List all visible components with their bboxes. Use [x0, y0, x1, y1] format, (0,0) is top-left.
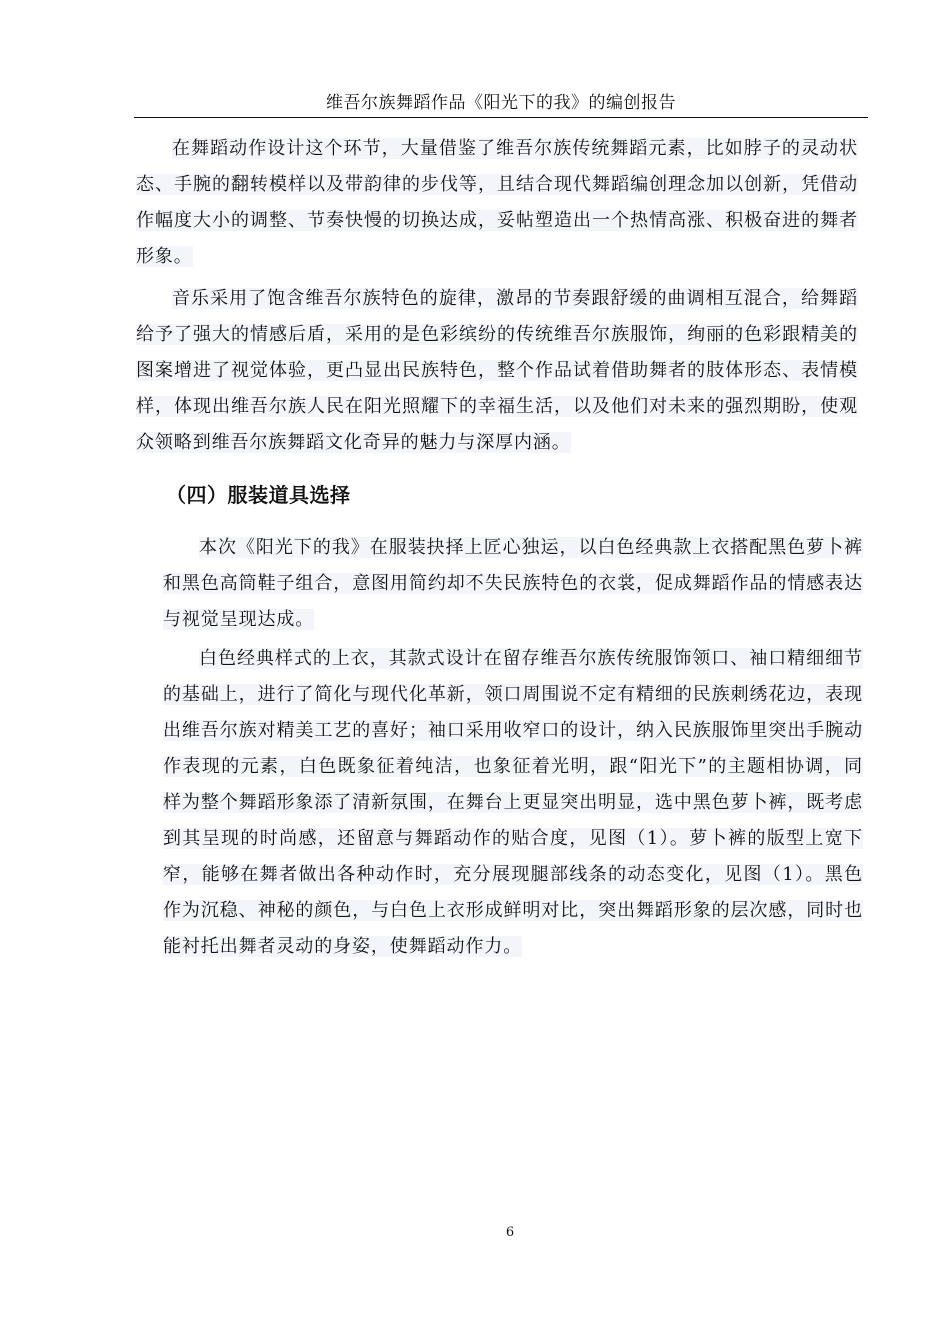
- body-paragraph-2: [136, 281, 858, 461]
- paragraph-text: 本次《阳光下的我》在服装抉择上匠心独运，以白色经典款上衣搭配黑色萝卜裤和黑色高筒鞋子组合，意图用简约却不失民族特色的衣裳，促成舞蹈作品的情感表达与视觉呈现达成。: [163, 537, 863, 630]
- paragraph-text: 在舞蹈动作设计这个环节，大量借鉴了维吾尔族传统舞蹈元素，比如脖子的灵动状态、手腕的翻转模样以及带韵律的步伐等，且结合现代舞蹈编创理念加以创新，凭借动作幅度大小的调整、节奏快慢的切换达成，妥帖塑造出一个热情高涨、积极奋进的舞者形象。: [136, 138, 858, 267]
- paragraph-text: 白色经典样式的上衣，其款式设计在留存维吾尔族传统服饰领口、袖口精细细节的基础上，进行了简化与现代化革新，领口周围说不定有精细的民族刺绣花边，表现出维吾尔族对精美工艺的喜好；袖口采用收窄口的设计，纳入民族服饰里突出手腕动作表现的元素，白色既象征着纯洁，也象征着光明，跟“阳光下”的主题相协调，同样为整个舞蹈形象添了清新氛围，在舞台上更显突出明显，选中黑色萝卜裤，既考虑到其呈现的时尚感，还留意与舞蹈动作的贴合度，见图（1）。萝卜裤的版型上宽下窄，能够在舞者做出各种动作时，充分展现腿部线条的动态变化，见图（1）。黑色作为沉稳、神秘的颜色，与白色上衣形成鲜明对比，突出舞蹈形象的层次感，同时也能衬托出舞者灵动的身姿，使舞蹈动作力。: [163, 648, 863, 957]
- section-paragraph-1: [163, 530, 863, 638]
- paragraph-text: 音乐采用了饱含维吾尔族特色的旋律，激昂的节奏跟舒缓的曲调相互混合，给舞蹈给予了强大的情感后盾，采用的是色彩缤纷的传统维吾尔族服饰，绚丽的色彩跟精美的图案增进了视觉体验，更凸显出民族特色，整个作品试着借助舞者的肢体形态、表情模样，体现出维吾尔族人民在阳光照耀下的幸福生活，以及他们对未来的强烈期盼，使观众领略到维吾尔族舞蹈文化奇异的魅力与深厚内涵。: [136, 288, 858, 453]
- body-paragraph-1: [136, 131, 858, 275]
- section-paragraph-2: [163, 641, 863, 965]
- running-header: 维吾尔族舞蹈作品《阳光下的我》的编创报告: [326, 93, 676, 113]
- section-heading: （四）服装道具选择: [166, 483, 351, 507]
- page-number: 6: [505, 1225, 515, 1240]
- header-rule: [134, 117, 868, 118]
